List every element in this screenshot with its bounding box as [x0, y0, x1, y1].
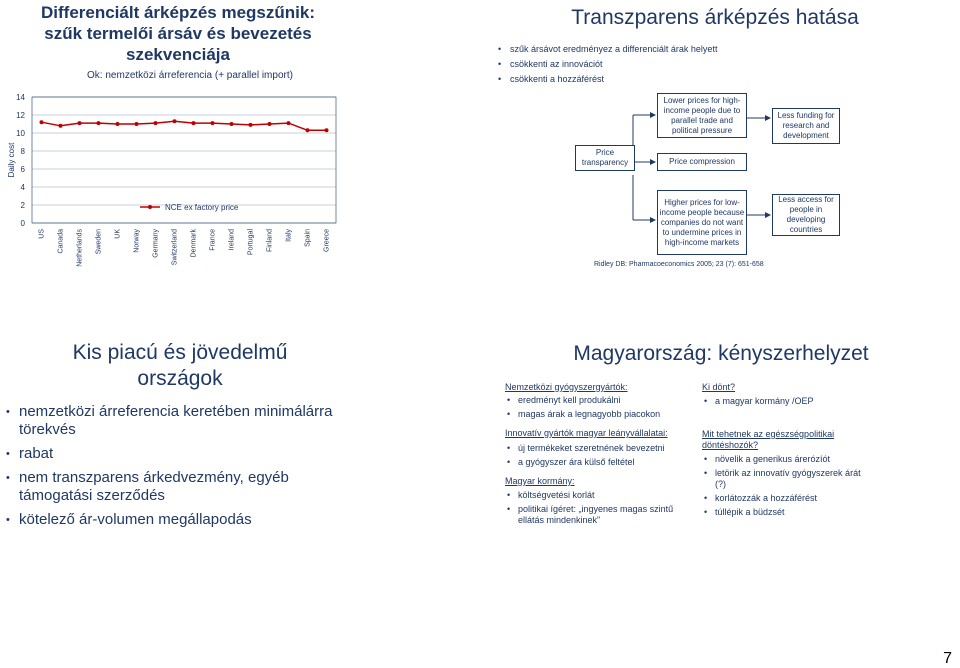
x-tick-label: Greece [323, 229, 331, 252]
section-header: Nemzetközi gyógyszergyártók: [505, 382, 628, 392]
slide1-subtitle: Ok: nemzetközi árreferencia (+ parallel import) [87, 70, 293, 81]
list-item: • eredményt kell produkálni [505, 395, 690, 406]
daily-cost-chart [0, 80, 340, 270]
lower-prices-box: Lower prices for high-income people due to parallel trade and political pressure [657, 93, 747, 138]
y-tick-label: 4 [20, 183, 25, 192]
list-item: • korlátozzák a hozzáférést [702, 493, 872, 504]
slide3-title [30, 340, 330, 392]
data-point [40, 120, 44, 124]
x-tick-label: US [38, 229, 46, 239]
x-tick-label: Portugal [247, 229, 255, 256]
y-tick-label: 2 [20, 201, 25, 210]
data-point [97, 121, 101, 125]
y-tick-label: 10 [16, 129, 25, 138]
slide1-title [18, 2, 338, 65]
x-tick-label: UK [114, 229, 122, 239]
x-tick-label: France [209, 229, 217, 251]
list-item: • túllépik a büdzsét [702, 507, 872, 518]
slide3-bullet: • kötelező ár-volumen megállapodás [6, 511, 346, 529]
section-header: Mit tehetnek az egészségpolitikai döntéshozók? [702, 429, 835, 450]
slide2-bullet-list [498, 44, 898, 89]
slide1-title-line: szűk termelői ársáv és bevezetés [44, 24, 312, 43]
slide3-title-line: Kis piacú és jövedelmű [72, 341, 288, 364]
price-compression-box: Price compression [657, 153, 747, 171]
legend-marker [148, 205, 152, 209]
list-item: • politikai ígéret: „ingyenes magas szintű ellátás mindenkinek” [505, 504, 690, 526]
x-tick-label: Finland [266, 229, 274, 252]
x-tick-label: Germany [152, 229, 160, 258]
slide3-bullet: • nemzetközi árreferencia keretében minimálárra törekvés [6, 403, 346, 439]
data-point [78, 121, 82, 125]
list-item: • letörik az innovatív gyógyszerek árát (?) [702, 468, 872, 490]
y-tick-label: 12 [16, 111, 25, 120]
slide3-bullet-list [6, 403, 346, 535]
data-point [306, 128, 310, 132]
data-point [116, 122, 120, 126]
x-tick-label: Ireland [228, 229, 236, 251]
slide3-bullet: • nem transzparens árkedvezmény, egyéb támogatási szerződés [6, 469, 346, 505]
legend-label: NCE ex factory price [165, 203, 239, 212]
x-tick-label: Denmark [190, 229, 198, 258]
x-tick-label: Sweden [95, 229, 103, 255]
slide4-right-column [702, 382, 872, 521]
slide4-left-column [505, 382, 690, 529]
slide3-title-line: országok [137, 367, 223, 390]
higher-prices-box: Higher prices for low-income people because companies do not want to undermine prices in high-income markets [657, 190, 747, 255]
list-item: • költségvetési korlát [505, 490, 690, 501]
data-point [268, 122, 272, 126]
series-line [42, 121, 327, 130]
x-tick-label: Italy [285, 229, 293, 242]
list-item: • növelik a generikus árerózíót [702, 454, 872, 465]
price-transparency-box: Price transparency [575, 145, 635, 171]
y-tick-label: 6 [20, 165, 25, 174]
slide2-bullet: • szűk ársávot eredményez a differenciált árak helyett [498, 44, 898, 54]
list-item: • új termékeket szeretnének bevezetni [505, 443, 690, 454]
section-header: Innovatív gyártók magyar leányvállalatai: [505, 428, 668, 438]
data-point [249, 123, 253, 127]
slide2-title: Transzparens árképzés hatása [571, 6, 859, 29]
data-point [211, 121, 215, 125]
section-header: Ki dönt? [702, 382, 736, 392]
list-item: • magas árak a legnagyobb piacokon [505, 409, 690, 420]
y-tick-label: 0 [20, 219, 25, 228]
slide2-bullet: • csökkenti a hozzáférést [498, 74, 898, 84]
x-tick-label: Canada [57, 229, 65, 254]
data-point [230, 122, 234, 126]
less-access-box: Less access for people in developing countries [772, 194, 840, 236]
data-point [287, 121, 291, 125]
section-header: Magyar kormány: [505, 476, 575, 486]
list-item: • a gyógyszer ára külső feltétel [505, 457, 690, 468]
x-tick-label: Switzerland [171, 229, 179, 266]
slide3-bullet: • rabat [6, 445, 346, 463]
slide1-title-line: szekvenciája [126, 45, 230, 64]
data-point [325, 128, 329, 132]
x-tick-label: Spain [304, 229, 312, 247]
less-funding-box: Less funding for research and development [772, 108, 840, 144]
list-item: • a magyar kormány /OEP [702, 396, 872, 407]
data-point [135, 122, 139, 126]
citation: Ridley DB: Pharmacoeconomics 2005; 23 (7): 651-658 [594, 261, 764, 268]
data-point [59, 124, 63, 128]
data-point [154, 121, 158, 125]
y-tick-label: 8 [20, 147, 25, 156]
page-number: 7 [943, 650, 952, 667]
data-point [192, 121, 196, 125]
y-axis-label: Daily cost [7, 142, 16, 178]
x-tick-label: Netherlands [76, 229, 84, 267]
slide4-title: Magyarország: kényszerhelyzet [573, 342, 869, 365]
x-tick-label: Norway [133, 229, 141, 253]
slide2-bullet: • csökkenti az innovációt [498, 59, 898, 69]
y-tick-label: 14 [16, 93, 25, 102]
data-point [173, 119, 177, 123]
slide1-title-line: Differenciált árképzés megszűnik: [41, 3, 315, 22]
